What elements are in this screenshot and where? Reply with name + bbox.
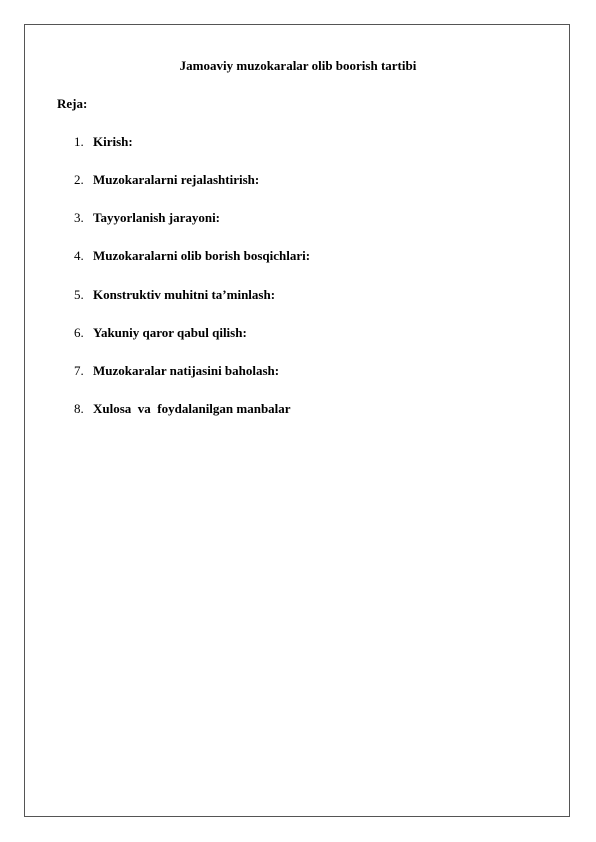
plan-item-number: 5. [74, 287, 84, 302]
plan-item-text: Muzokaralarni olib borish bosqichlari: [93, 248, 311, 263]
plan-item-number: 2. [74, 172, 84, 187]
plan-item-evaluation [0, 363, 280, 379]
plan-item-intro [0, 134, 133, 150]
plan-item-number: 8. [74, 401, 84, 416]
plan-item-text: Konstruktiv muhitni ta’minlash: [93, 287, 276, 302]
plan-item-text: Xulosa va foydalanilgan manbalar [93, 401, 291, 416]
plan-item-number: 7. [74, 363, 84, 378]
plan-item-planning [0, 172, 260, 188]
plan-item-text: Muzokaralarni rejalashtirish: [93, 172, 260, 187]
plan-item-number: 3. [74, 210, 84, 225]
plan-item-decision [0, 325, 247, 341]
plan-item-number: 1. [74, 134, 84, 149]
plan-item-text: Yakuniy qaror qabul qilish: [93, 325, 247, 340]
plan-item-text: Kirish: [93, 134, 133, 149]
plan-item-preparation [0, 210, 221, 226]
plan-item-number: 4. [74, 248, 84, 263]
plan-item-environment [0, 287, 276, 303]
plan-item-conclusion [0, 401, 291, 417]
document-title: Jamoaviy muzokaralar olib boorish tartibi [179, 58, 417, 73]
plan-item-number: 6. [74, 325, 84, 340]
plan-item-text: Muzokaralar natijasini baholash: [93, 363, 280, 378]
plan-heading: Reja: [57, 96, 88, 111]
plan-item-text: Tayyorlanish jarayoni: [93, 210, 221, 225]
plan-item-stages [0, 248, 311, 264]
